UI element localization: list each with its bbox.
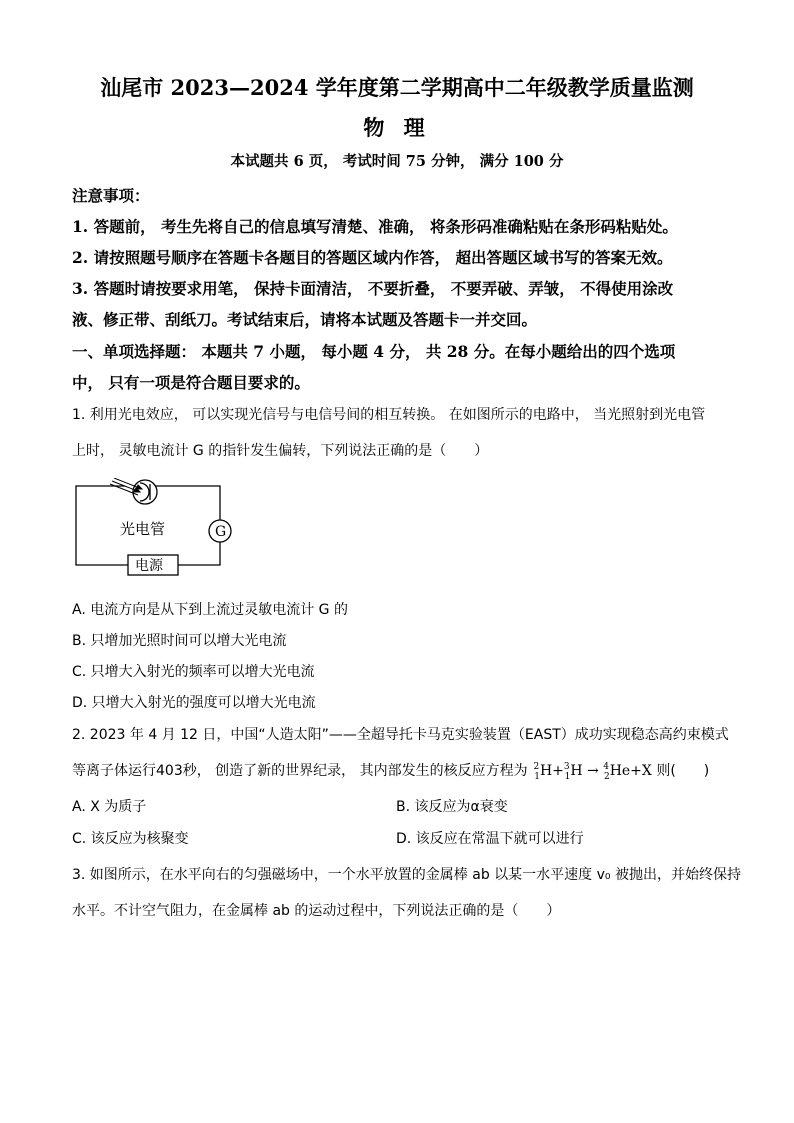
question-1-stem-cont: 上时， 灵敏电流计 G 的指针发生偏转，下列说法正确的是（ ）: [72, 443, 489, 459]
question-2-stem: 2. 2023 年 4 月 12 日，中国“人造太阳”——全超导托卡马克实验装置（EAST）成功实现稳态高约束模式: [72, 727, 729, 743]
notice-item: 3. 答题时请按要求用笔， 保持卡面清洁， 不要折叠， 不要弄破、弄皱， 不得使用涂改: [72, 279, 674, 298]
question-1-option-b: B. 只增加光照时间可以增大光电流: [72, 633, 287, 649]
galvanometer-label: G: [215, 524, 227, 540]
notice-item: 1. 答题前， 考生先将自己的信息填写清楚、准确， 将条形码准确粘贴在条形码粘贴处。: [72, 217, 678, 236]
question-2-option-c: C. 该反应为核聚变: [72, 831, 189, 847]
notice-item: 液、修正带、刮纸刀。考试结束后，请将本试题及答题卡一并交回。: [72, 310, 538, 329]
question-1-stem: 1. 利用光电效应， 可以实现光信号与电信号间的相互转换。 在如图所示的电路中， 当光照射到光电管: [72, 407, 706, 423]
question-2-stem-suffix: 则( ): [656, 763, 710, 779]
exam-info: 本试题共 6 页， 考试时间 75 分钟， 满分 100 分: [230, 153, 564, 170]
question-1-option-a: A. 电流方向是从下到上流过灵敏电流计 G 的: [72, 602, 348, 618]
exam-subject: 物 理: [363, 115, 431, 140]
question-2-option-d: D. 该反应在常温下就可以进行: [396, 831, 584, 847]
notice-heading: 注意事项：: [72, 186, 150, 205]
galvanometer-icon: [209, 520, 231, 542]
section-heading-cont: 中， 只有一项是符合题目要求的。: [72, 373, 310, 392]
phototube-label: 光电管: [120, 520, 166, 538]
notice-item: 2. 请按照题号顺序在答题卡各题目的答题区域内作答， 超出答题区域书写的答案无效。: [72, 248, 673, 267]
question-2-option-b: B. 该反应为α衰变: [396, 799, 508, 815]
photoelectric-circuit-diagram: [70, 478, 240, 583]
question-2-stem-prefix: 等离子体运行403秒， 创造了新的世界纪录， 其内部发生的核反应方程为: [72, 763, 528, 779]
question-2-option-a: A. X 为质子: [72, 799, 147, 815]
nuclear-equation: $^2_1$H+$^3_1$H → $^4_2$He+X: [533, 762, 652, 782]
question-1-option-c: C. 只增大入射光的频率可以增大光电流: [72, 664, 315, 680]
question-2-stem-cont: [72, 760, 709, 782]
power-source-label: 电源: [135, 558, 163, 574]
exam-title: 汕尾市 2023—2024 学年度第二学期高中二年级教学质量监测: [100, 75, 694, 100]
question-1-option-d: D. 只增大入射光的强度可以增大光电流: [72, 695, 316, 711]
question-3-stem: 3. 如图所示，在水平向右的匀强磁场中，一个水平放置的金属棒 ab 以某一水平速度 v₀ 被抛出，并始终保持: [72, 867, 741, 883]
question-3-stem-cont: 水平。不计空气阻力，在金属棒 ab 的运动过程中，下列说法正确的是（ ）: [72, 903, 561, 919]
section-heading: 一、单项选择题： 本题共 7 小题， 每小题 4 分， 共 28 分。在每小题给出的四个选项: [72, 342, 676, 361]
